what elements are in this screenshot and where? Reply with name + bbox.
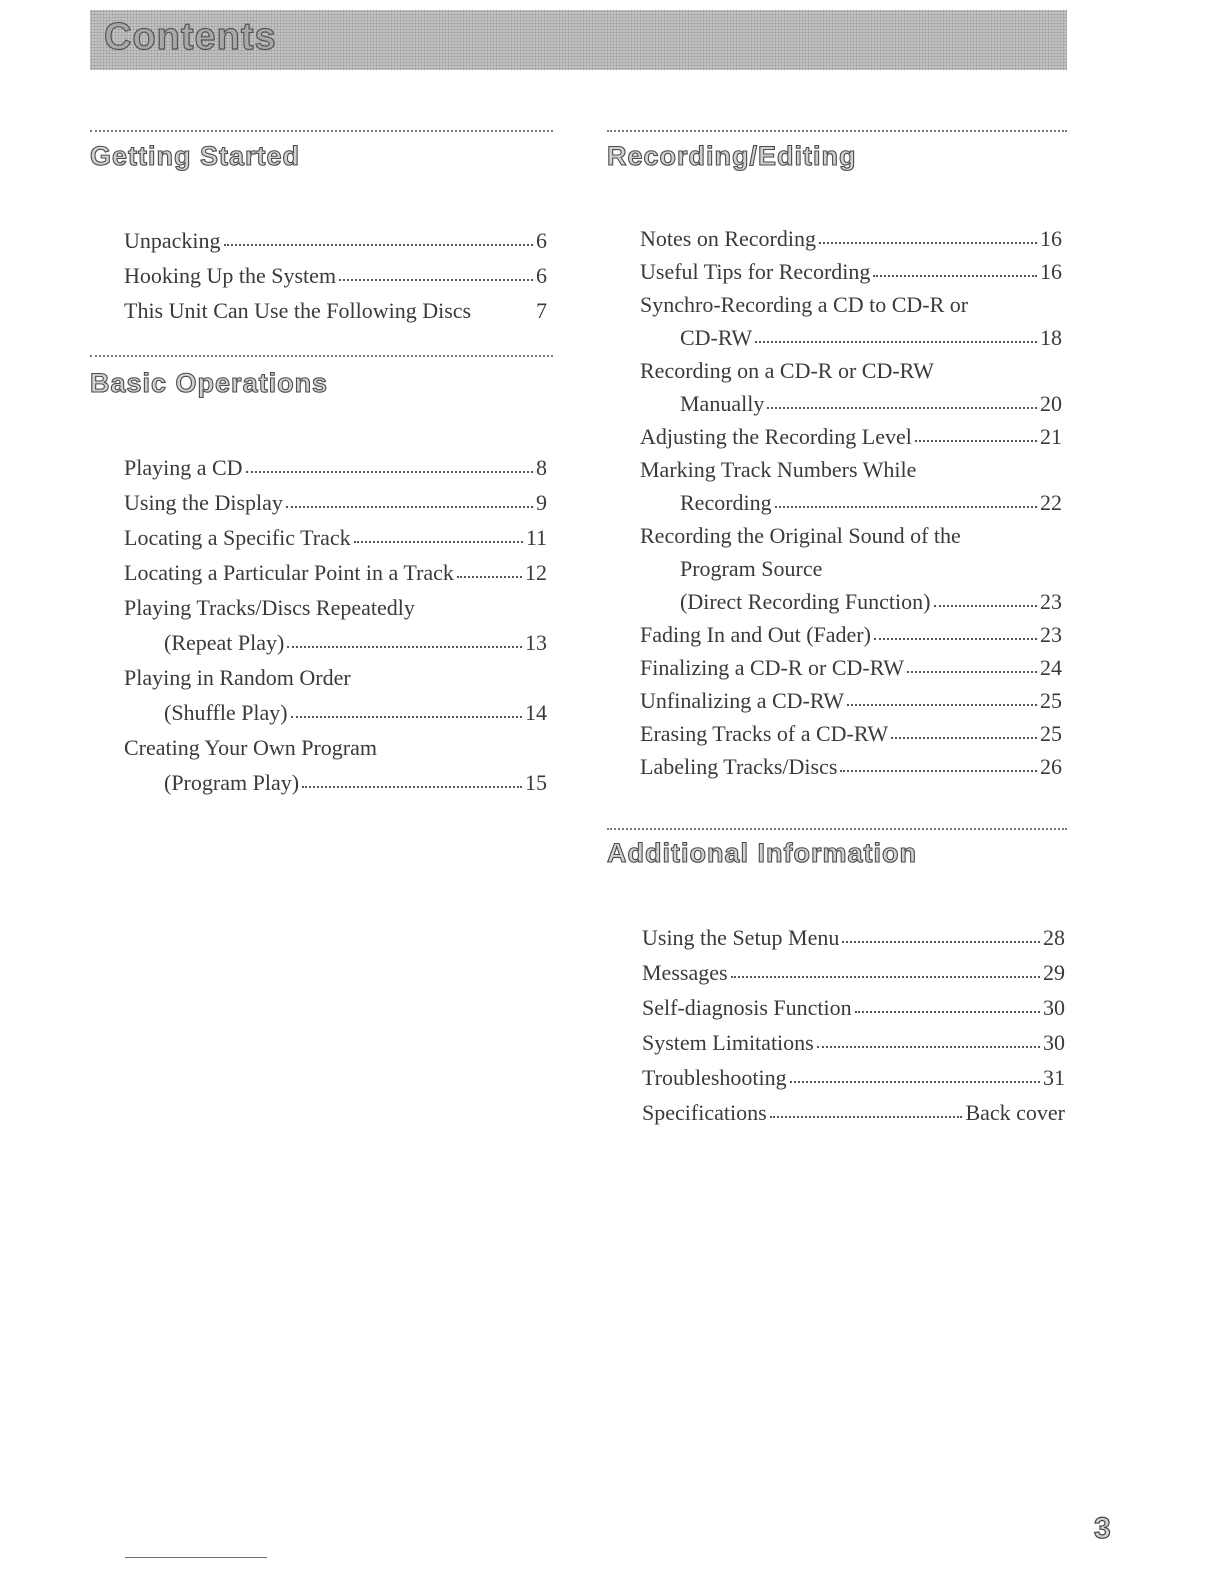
section-divider xyxy=(607,130,1067,132)
page-ref: 13 xyxy=(525,630,547,655)
toc-entry-title-line-2[interactable]: Program Source xyxy=(680,556,823,581)
page-ref: 15 xyxy=(525,770,547,795)
leader-dots xyxy=(847,704,1037,706)
toc-entry-continuation[interactable]: CD-RW 18 xyxy=(640,321,1062,354)
page-ref: Back cover xyxy=(965,1100,1065,1125)
toc-entry-title[interactable]: Recording on a CD-R or CD-RW xyxy=(640,358,934,383)
section-divider xyxy=(607,828,1067,830)
toc-entry-title[interactable]: Playing in Random Order xyxy=(124,665,351,690)
page-ref: 14 xyxy=(525,700,547,725)
contents-banner xyxy=(90,10,1067,70)
heading-additional-information: Additional Information xyxy=(607,838,917,868)
leader-dots xyxy=(731,976,1040,978)
toc-entry-continuation[interactable]: (Program Play) 15 xyxy=(124,765,547,800)
page-ref: 9 xyxy=(536,490,547,515)
toc-entry[interactable]: Notes on Recording 16 xyxy=(640,222,1062,255)
page-ref: 25 xyxy=(1040,688,1062,713)
leader-dots xyxy=(842,941,1040,943)
toc-entry[interactable]: Fading In and Out (Fader) 23 xyxy=(640,618,1062,651)
page-ref: 16 xyxy=(1040,226,1062,251)
leader-dots xyxy=(817,1046,1040,1048)
leader-dots xyxy=(915,440,1037,442)
toc-entry-title[interactable]: Creating Your Own Program xyxy=(124,735,377,760)
page-ref: 23 xyxy=(1040,589,1062,614)
footer-rule xyxy=(125,1557,267,1558)
toc-entry-title[interactable]: Synchro-Recording a CD to CD-R or xyxy=(640,292,969,317)
toc-entry[interactable]: Finalizing a CD-R or CD-RW 24 xyxy=(640,651,1062,684)
toc-entry-continuation[interactable]: (Direct Recording Function) 23 xyxy=(640,585,1062,618)
leader-dots xyxy=(246,471,533,473)
toc-entry[interactable]: Unfinalizing a CD-RW 25 xyxy=(640,684,1062,717)
page-ref: 6 xyxy=(536,263,547,288)
toc-entry[interactable]: Locating a Specific Track 11 xyxy=(124,520,547,555)
toc-entry[interactable]: This Unit Can Use the Following Discs 7 xyxy=(124,293,547,328)
page-ref: 21 xyxy=(1040,424,1062,449)
leader-dots xyxy=(907,671,1037,673)
toc-entry[interactable]: Self-diagnosis Function 30 xyxy=(642,990,1065,1025)
toc-entry-title[interactable]: Marking Track Numbers While xyxy=(640,457,917,482)
toc-entry-title[interactable]: Playing Tracks/Discs Repeatedly xyxy=(124,595,415,620)
toc-entry[interactable]: Using the Setup Menu 28 xyxy=(642,920,1065,955)
leader-dots xyxy=(291,716,522,718)
page-ref: 28 xyxy=(1043,925,1065,950)
toc-recording-editing xyxy=(640,222,1062,783)
toc-entry[interactable]: Erasing Tracks of a CD-RW 25 xyxy=(640,717,1062,750)
toc-entry[interactable]: Labeling Tracks/Discs 26 xyxy=(640,750,1062,783)
leader-dots xyxy=(934,605,1038,607)
page-ref: 26 xyxy=(1040,754,1062,779)
page-ref: 11 xyxy=(525,525,547,550)
leader-dots xyxy=(767,407,1037,409)
toc-entry[interactable]: Hooking Up the System 6 xyxy=(124,258,547,293)
toc-entry[interactable]: Playing a CD 8 xyxy=(124,450,547,485)
toc-entry[interactable]: Locating a Particular Point in a Track 12 xyxy=(124,555,547,590)
leader-dots xyxy=(755,341,1037,343)
leader-dots xyxy=(891,737,1037,739)
leader-dots xyxy=(354,541,523,543)
toc-basic-operations xyxy=(124,450,547,800)
page-ref: 30 xyxy=(1043,1030,1065,1055)
leader-dots xyxy=(224,244,533,246)
toc-entry[interactable]: System Limitations 30 xyxy=(642,1025,1065,1060)
page-ref: 22 xyxy=(1040,490,1062,515)
leader-dots xyxy=(287,646,522,648)
toc-entry[interactable]: Adjusting the Recording Level 21 xyxy=(640,420,1062,453)
leader-dots xyxy=(855,1011,1040,1013)
heading-basic-operations: Basic Operations xyxy=(90,368,329,398)
page-ref: 30 xyxy=(1043,995,1065,1020)
toc-entry-continuation[interactable]: (Repeat Play) 13 xyxy=(124,625,547,660)
toc-entry-continuation[interactable]: Recording 22 xyxy=(640,486,1062,519)
leader-dots xyxy=(819,242,1037,244)
toc-entry-continuation[interactable]: Manually 20 xyxy=(640,387,1062,420)
leader-dots xyxy=(873,275,1037,277)
heading-getting-started: Getting Started xyxy=(90,141,301,171)
page-number: 3 xyxy=(1094,1512,1111,1545)
toc-entry[interactable]: Using the Display 9 xyxy=(124,485,547,520)
toc-entry[interactable]: Messages 29 xyxy=(642,955,1065,990)
heading-recording-editing: Recording/Editing xyxy=(607,141,857,171)
page-ref: 23 xyxy=(1040,622,1062,647)
toc-entry-continuation[interactable]: (Shuffle Play) 14 xyxy=(124,695,547,730)
leader-dots xyxy=(840,770,1037,772)
leader-dots xyxy=(775,506,1037,508)
toc-entry[interactable]: Specifications Back cover xyxy=(642,1095,1065,1130)
leader-dots xyxy=(457,576,522,578)
toc-entry[interactable]: Unpacking 6 xyxy=(124,223,547,258)
leader-dots xyxy=(302,786,522,788)
page-ref: 12 xyxy=(525,560,547,585)
page-ref: 29 xyxy=(1043,960,1065,985)
toc-additional-information xyxy=(642,920,1065,1130)
toc-getting-started xyxy=(124,223,547,328)
page-ref: 25 xyxy=(1040,721,1062,746)
page-ref: 7 xyxy=(536,298,547,323)
page-ref: 20 xyxy=(1040,391,1062,416)
toc-entry[interactable]: Useful Tips for Recording 16 xyxy=(640,255,1062,288)
page-ref: 6 xyxy=(536,228,547,253)
leader-dots xyxy=(874,638,1037,640)
page-title: Contents xyxy=(104,16,277,58)
page-ref: 8 xyxy=(536,455,547,480)
leader-dots xyxy=(339,279,533,281)
toc-entry-title[interactable]: Recording the Original Sound of the xyxy=(640,523,961,548)
page-ref: 31 xyxy=(1043,1065,1065,1090)
page-ref: 16 xyxy=(1040,259,1062,284)
toc-entry[interactable]: Troubleshooting 31 xyxy=(642,1060,1065,1095)
leader-dots xyxy=(770,1116,963,1118)
leader-dots xyxy=(790,1081,1040,1083)
page-ref: 18 xyxy=(1040,325,1062,350)
leader-dots xyxy=(286,506,533,508)
section-divider xyxy=(90,355,553,357)
page-ref: 24 xyxy=(1040,655,1062,680)
section-divider xyxy=(90,130,553,132)
